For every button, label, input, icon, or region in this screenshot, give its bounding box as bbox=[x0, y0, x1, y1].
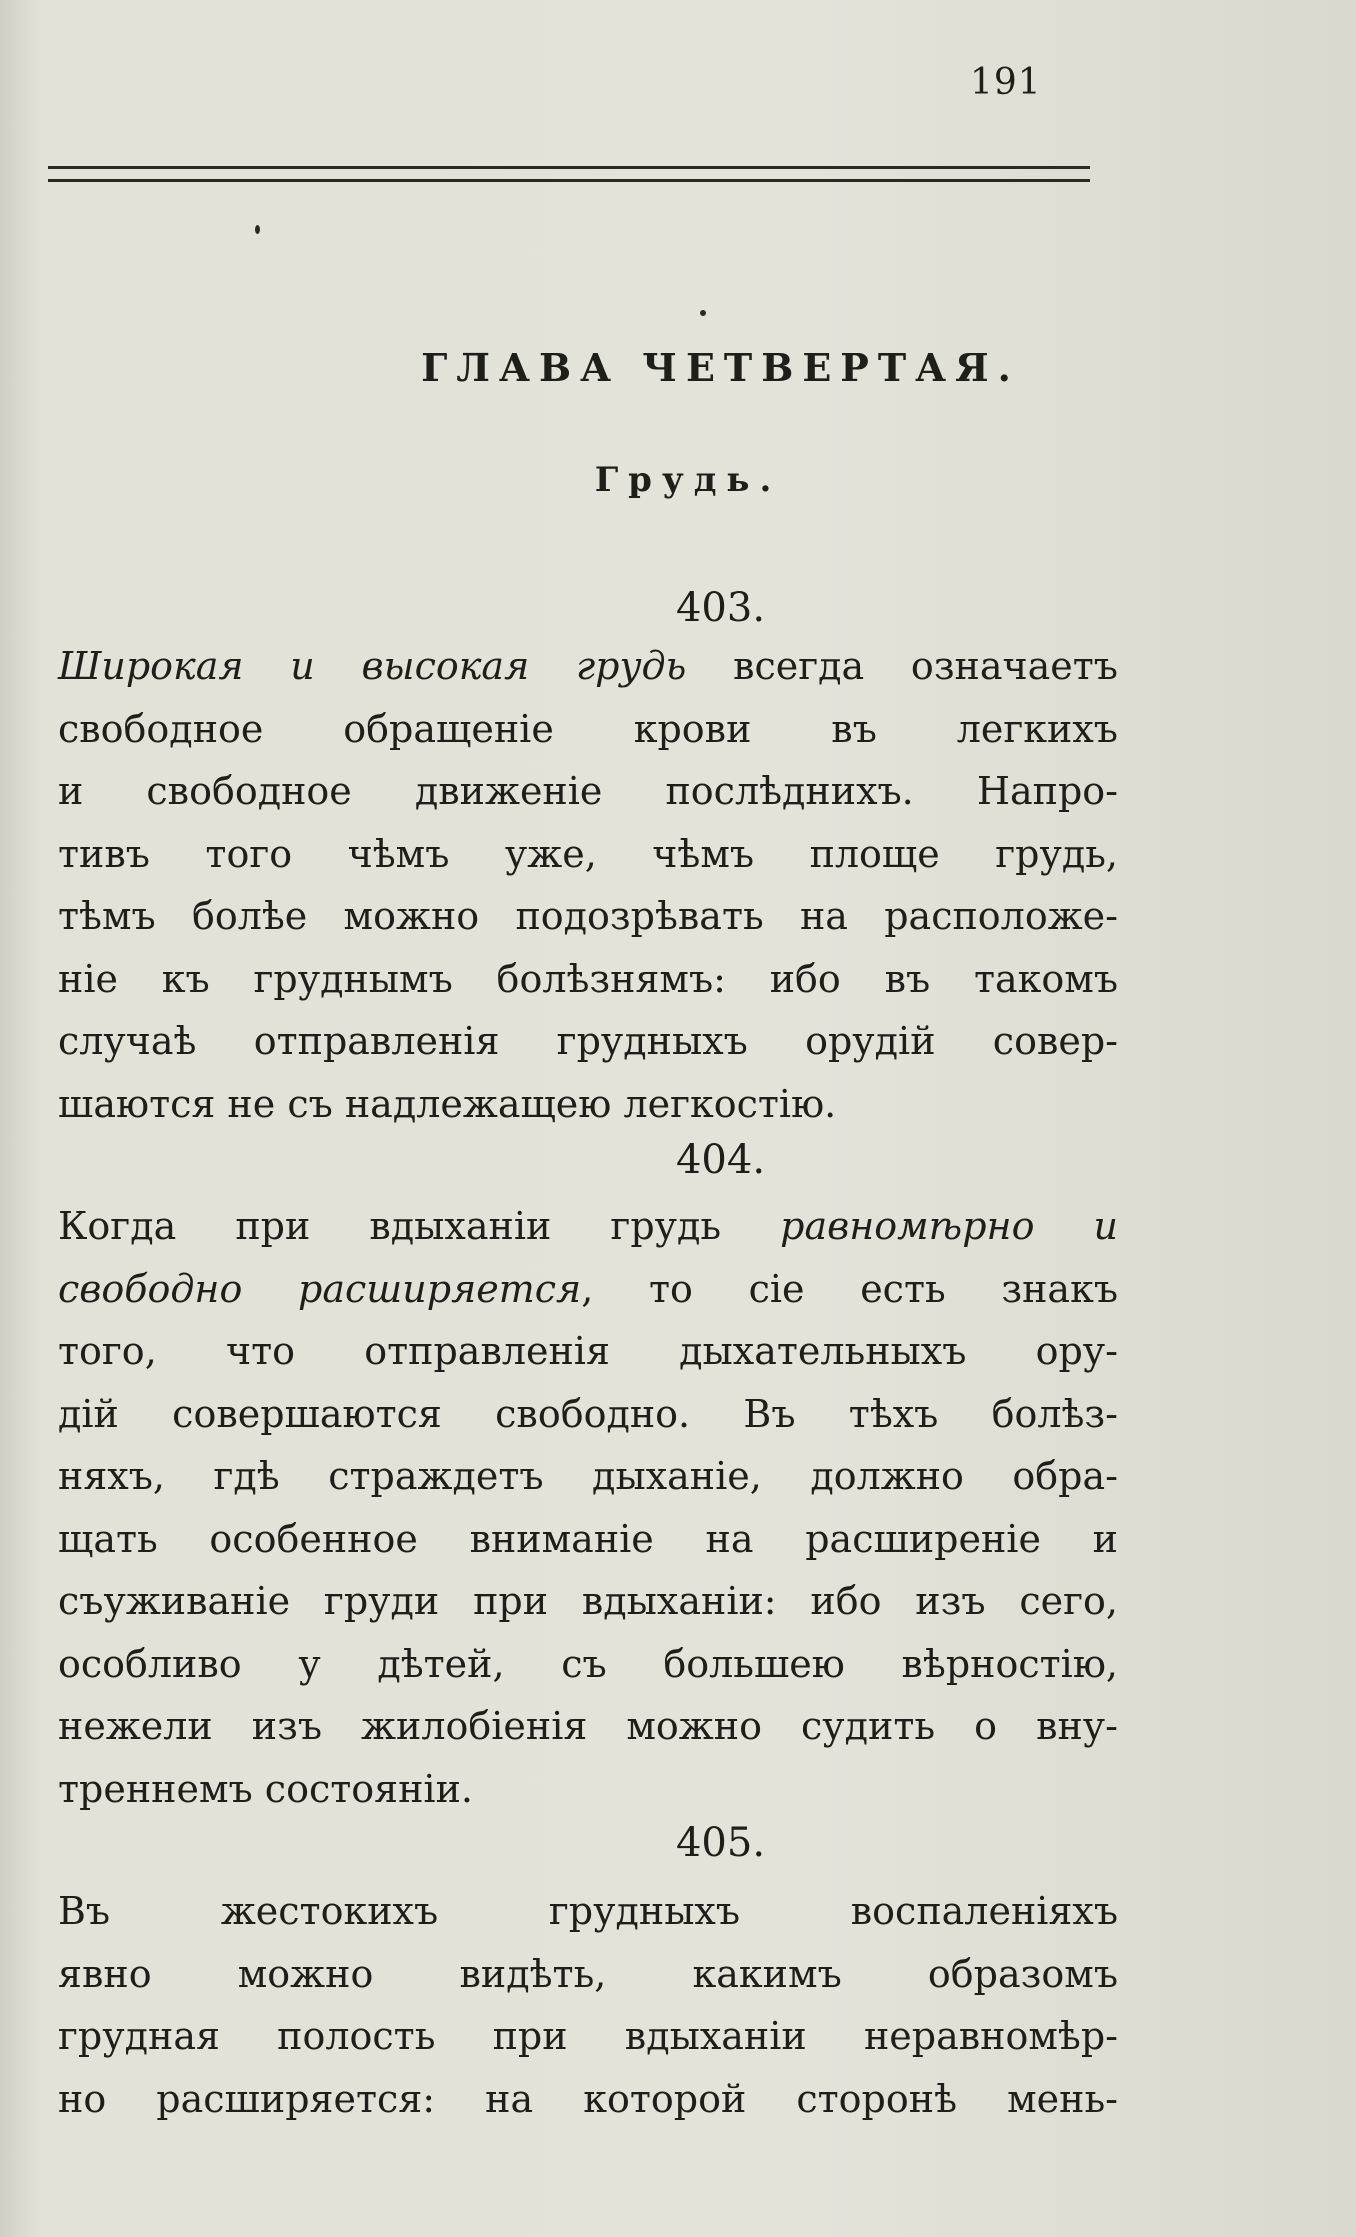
paragraph-403 bbox=[58, 635, 1118, 1135]
italic-phrase: свободно расширяется bbox=[58, 1266, 582, 1311]
text-line: свободное обращеніе крови въ легкихъ bbox=[58, 706, 1118, 751]
ink-speck bbox=[255, 225, 260, 234]
section-title: Грудь. bbox=[594, 460, 782, 500]
text-line: явно можно видѣть, какимъ образомъ bbox=[58, 1951, 1118, 1996]
text-line bbox=[58, 1195, 1118, 1258]
page-number: 191 bbox=[970, 62, 1042, 103]
ink-speck bbox=[700, 310, 706, 316]
paragraph-405 bbox=[58, 1880, 1118, 2130]
chapter-title: ГЛАВА ЧЕТВЕРТАЯ. bbox=[421, 345, 1020, 390]
text-line: и свободное движеніе послѣднихъ. Напро- bbox=[58, 769, 1118, 813]
text-line: грудная полость при вдыханіи неравномѣр- bbox=[58, 2014, 1118, 2058]
line-text: , то сіе есть знакъ bbox=[581, 1266, 1118, 1311]
line-text: всегда означаетъ bbox=[686, 644, 1118, 688]
paragraph-404 bbox=[58, 1195, 1118, 1820]
italic-phrase: равномѣрно и bbox=[780, 1204, 1119, 1248]
text-line: ніе къ груднымъ болѣзнямъ: ибо въ такомъ bbox=[58, 956, 1118, 1001]
text-line: особливо у дѣтей, съ большею вѣрностію, bbox=[58, 1641, 1118, 1686]
header-rule bbox=[48, 166, 1090, 182]
text-line bbox=[58, 635, 1118, 698]
paragraph-number: 403. bbox=[675, 585, 766, 631]
text-line: тѣмъ болѣе можно подозрѣвать на расположе- bbox=[58, 894, 1118, 938]
text-line: треннемъ состояніи. bbox=[58, 1766, 473, 1811]
text-line: но расширяется: на которой сторонѣ мень- bbox=[58, 2076, 1118, 2121]
text-line bbox=[58, 1258, 1118, 1321]
italic-phrase: Широкая и высокая грудь bbox=[58, 644, 687, 688]
text-line: няхъ, гдѣ страждетъ дыханіе, должно обра- bbox=[58, 1454, 1118, 1498]
text-line: съуживаніе груди при вдыханіи: ибо изъ сего, bbox=[58, 1579, 1118, 1623]
text-line: случаѣ отправленія грудныхъ орудій совер- bbox=[58, 1019, 1118, 1063]
line-text: Когда при вдыханіи грудь bbox=[58, 1204, 781, 1248]
text-line: щать особенное вниманіе на расширеніе и bbox=[58, 1516, 1118, 1561]
paragraph-number: 405. bbox=[675, 1820, 766, 1866]
text-line: дій совершаются свободно. Въ тѣхъ болѣз- bbox=[58, 1391, 1118, 1436]
text-line: нежели изъ жилобіенія можно судить о вну- bbox=[58, 1704, 1118, 1748]
text-line: шаются не съ надлежащею легкостію. bbox=[58, 1081, 837, 1126]
show-through: ⁠ ⁠ ⁠ ⁠ ⁠ ⁠ ⁠ ⁠ bbox=[640, 125, 716, 165]
text-line: тивъ того чѣмъ уже, чѣмъ площе грудь, bbox=[58, 831, 1118, 876]
text-line: Въ жестокихъ грудныхъ воспаленіяхъ bbox=[58, 1889, 1118, 1933]
paragraph-number: 404. bbox=[675, 1137, 766, 1183]
text-line: того, что отправленія дыхательныхъ ору- bbox=[58, 1329, 1118, 1373]
